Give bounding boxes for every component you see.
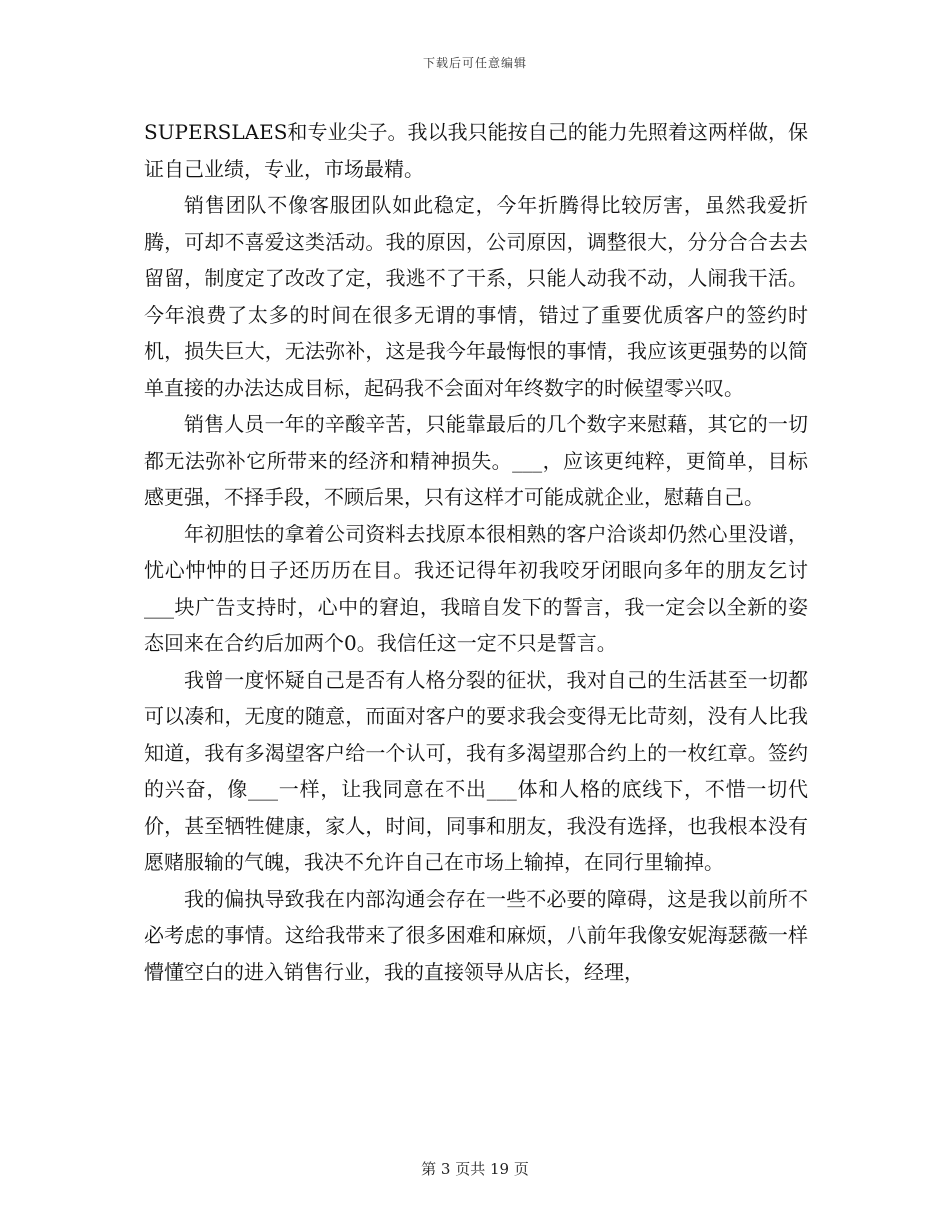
paragraph-4: 年初胆怯的拿着公司资料去找原本很相熟的客户洽谈却仍然心里没谱，忧心忡忡的日子还历历在目。我还记得年初我咬牙闭眼向多年的朋友乞讨___块广告支持时，心中的窘迫，我暗自发下的誓言，我一定会以全新的姿态回来在合约后加两个0。我信任这一定不只是誓言。 <box>144 521 808 655</box>
paragraph-2: 销售团队不像客服团队如此稳定，今年折腾得比较厉害，虽然我爱折腾，可却不喜爱这类活动。我的原因，公司原因，调整很大，分分合合去去留留，制度定了改改了定，我逃不了干系，只能人动我不动，人闹我干活。今年浪费了太多的时间在很多无谓的事情，错过了重要优质客户的签约时机，损失巨大，无法弥补，这是我今年最悔恨的事情，我应该更强势的以简单直接的办法达成目标，起码我不会面对年终数字的时候望零兴叹。 <box>144 193 808 400</box>
paragraph-6: 我的偏执导致我在内部沟通会存在一些不必要的障碍，这是我以前所不必考虑的事情。这给我带来了很多困难和麻烦，八前年我像安妮海瑟薇一样懵懂空白的进入销售行业，我的直接领导从店长，经理， <box>144 886 808 984</box>
paragraph-1: SUPERSLAES和专业尖子。我以我只能按自己的能力先照着这两样做，保证自己业绩，专业，市场最精。 <box>144 120 808 181</box>
page-number-footer: 第 3 页共 19 页 <box>421 1160 529 1178</box>
document-body <box>144 114 808 990</box>
page-header: 下载后可任意编辑 <box>422 56 527 70</box>
paragraph-5: 我曾一度怀疑自己是否有人格分裂的征状，我对自己的生活甚至一切都可以凑和，无度的随意，而面对客户的要求我会变得无比苛刻，没有人比我知道，我有多渴望客户给一个认可，我有多渴望那合约上的一枚红章。签约的兴奋，像___一样，让我同意在不出___体和人格的底线下，不惜一切代价，甚至牺牲健康，家人，时间，同事和朋友，我没有选择，也我根本没有愿赌服输的气魄，我决不允许自己在市场上输掉，在同行里输掉。 <box>144 667 808 874</box>
paragraph-3: 销售人员一年的辛酸辛苦，只能靠最后的几个数字来慰藉，其它的一切都无法弥补它所带来的经济和精神损失。___，应该更纯粹，更简单，目标感更强，不择手段，不顾后果，只有这样才可能成就企业，慰藉自己。 <box>144 412 808 509</box>
